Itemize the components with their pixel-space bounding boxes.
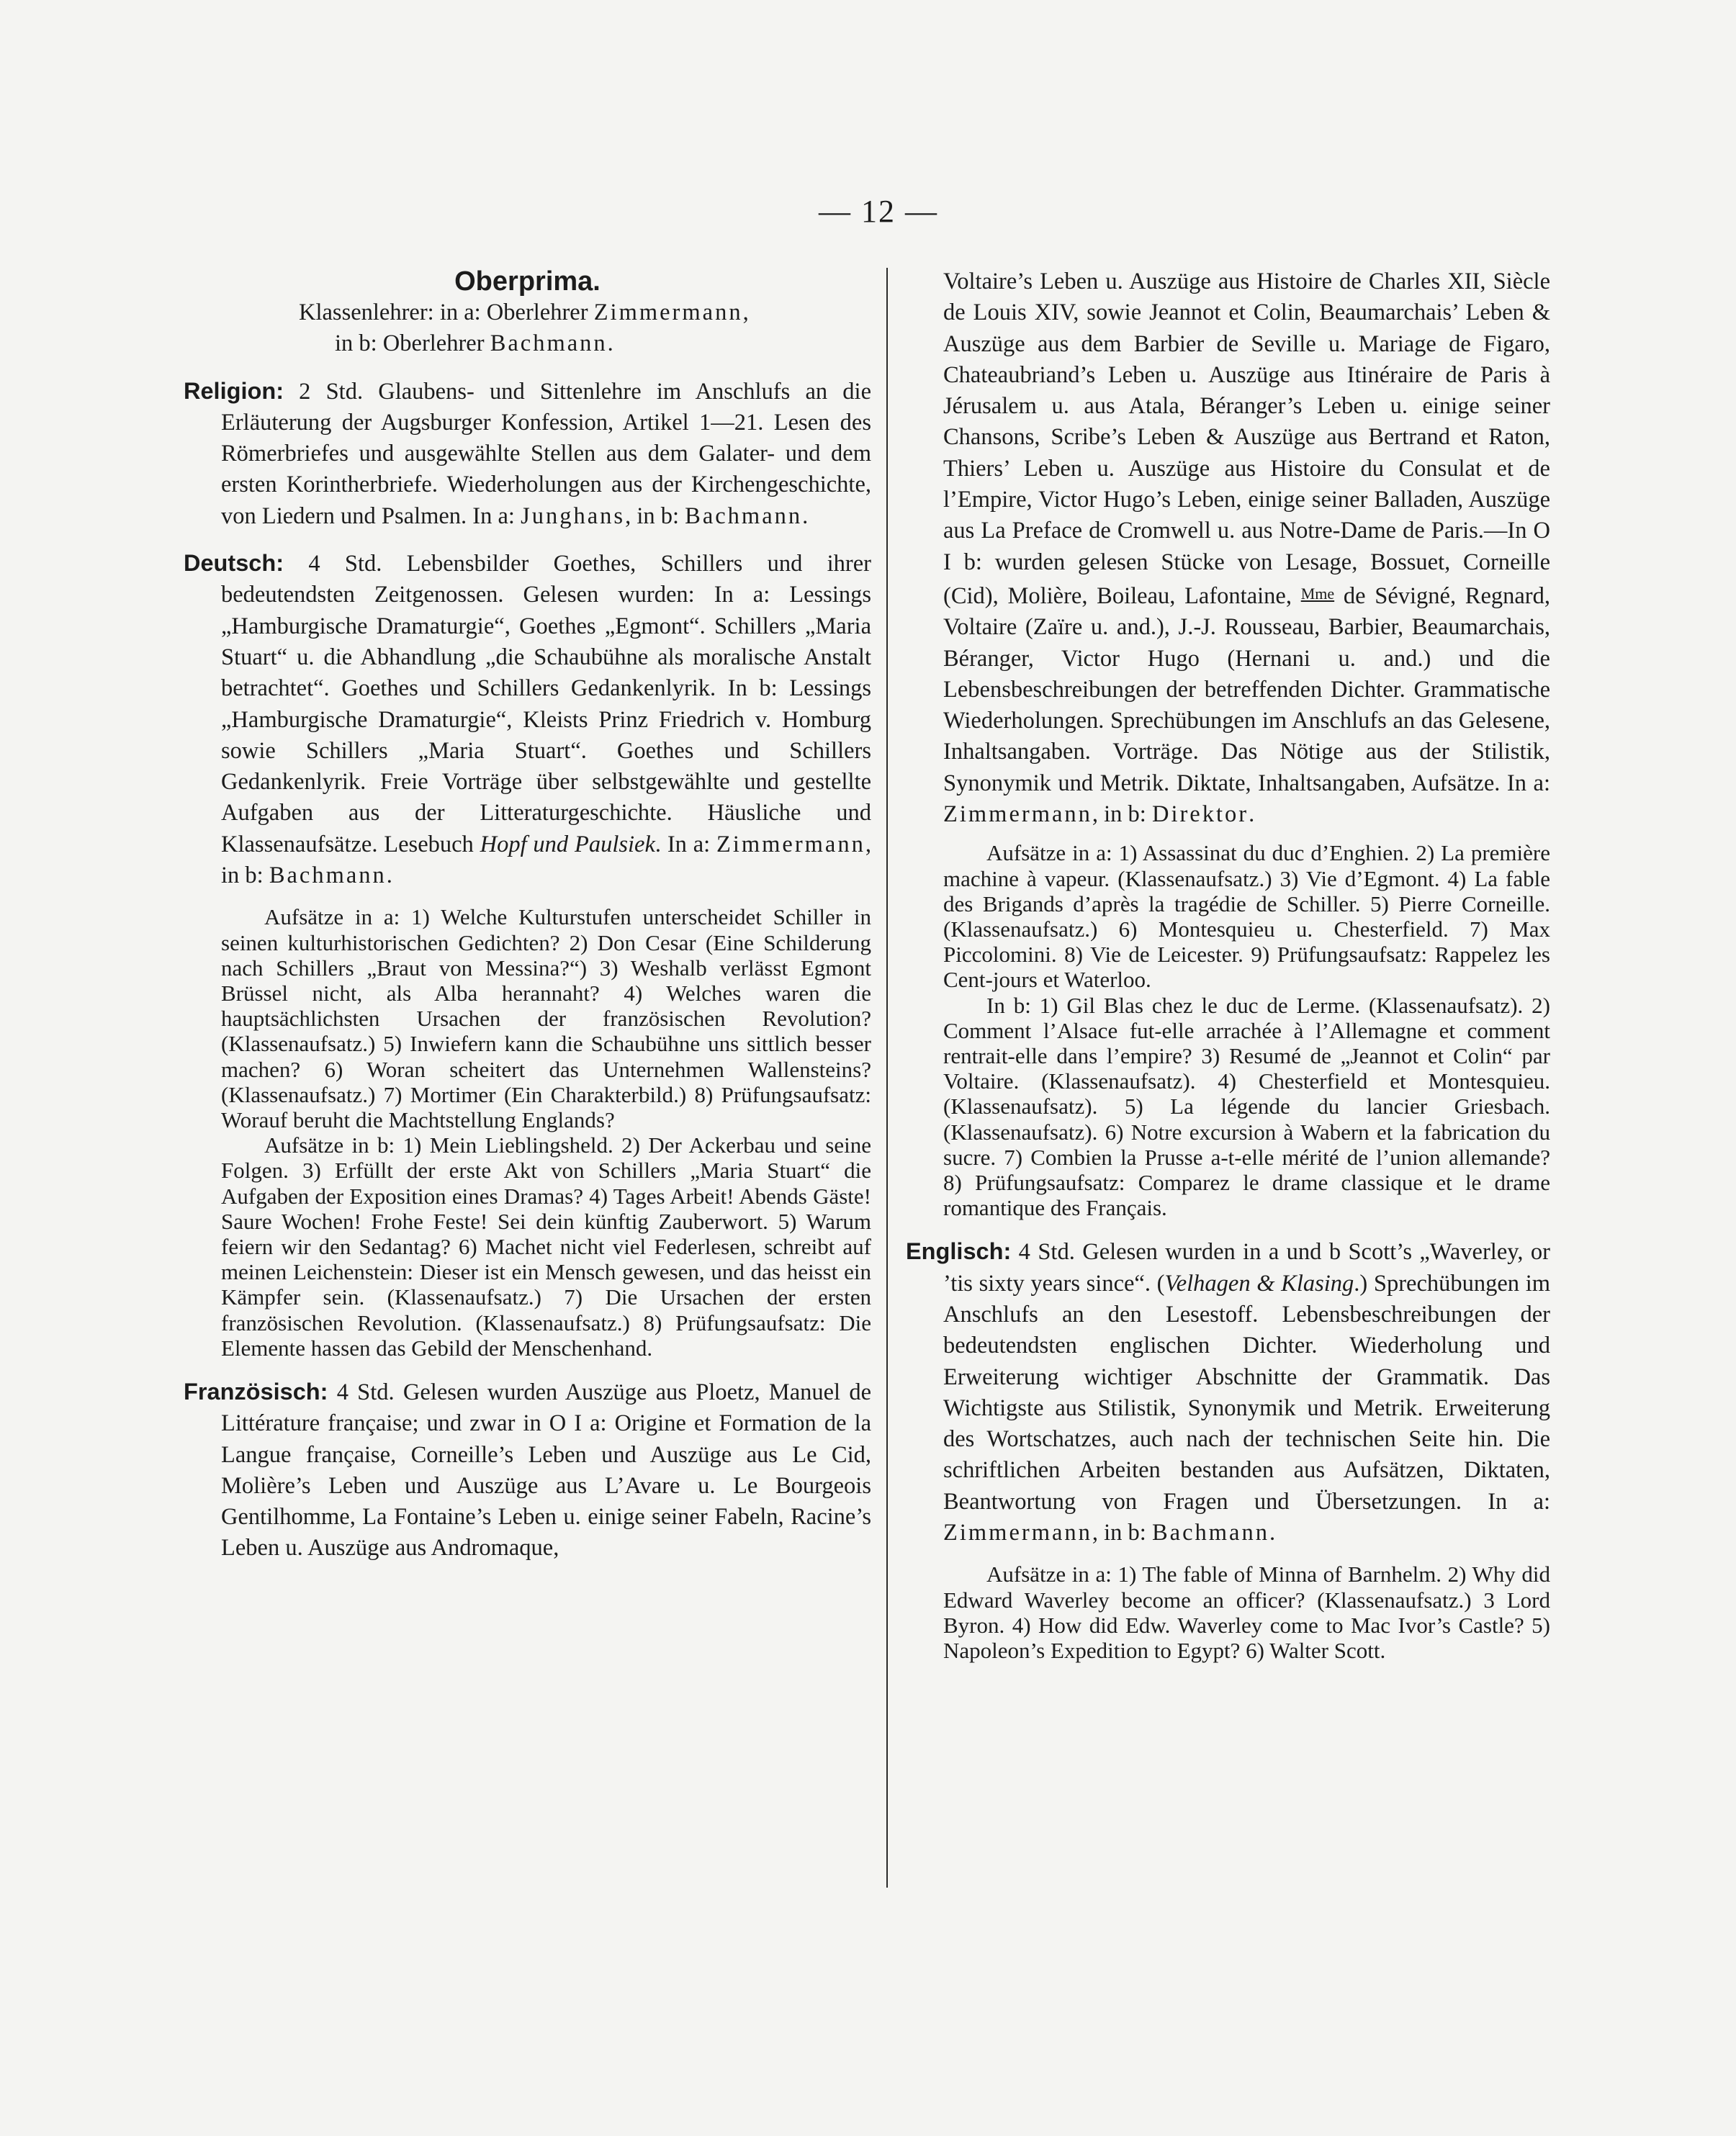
- teacher-suffix-a: ,: [742, 299, 749, 325]
- englisch-essays: Aufsätze in a: 1) The fable of Minna of Barnhelm. 2) Why did Edward Waverley become an officer? (Klassenaufsatz.) 3 Lord Byron. 4) How did Edw. Waverley come to Mac Ivor’s Castle? 5) Napoleon’s Expedition to Egypt? 6) Walter Scott.: [943, 1562, 1550, 1663]
- religion-teacher-b: Bachmann: [685, 503, 803, 529]
- teacher-prefix-b: in b: Oberlehrer: [335, 330, 490, 357]
- religion-section: [184, 376, 871, 532]
- franz-end: .: [1249, 801, 1255, 828]
- englisch-end: .: [1269, 1520, 1276, 1546]
- deutsch-essays-a: Aufsätze in a: 1) Welche Kulturstufen unterscheidet Schiller in seinen kulturhistorischen Gedichten? 2) Don Cesar (Eine Schilderung nach Schillers „Braut von Messina?“) 3) Weshalb verlässt Egmont Brüssel nicht, als Alba herannaht? 4) Welches waren die hauptsächlichsten Ursachen der französischen Revolution? (Klassenaufsatz.) 5) Inwiefern kann die Schaubühne uns sittlich besser machen? 6) Woran scheitert das Unternehmen Wallensteins? (Klassenaufsatz.) 7) Mortimer (Ein Charakterbild.) 8) Prüfungsaufsatz: Worauf beruht die Machtstellung Englands?: [221, 904, 871, 1132]
- deutsch-book: Hopf und Paulsiek: [480, 831, 655, 857]
- deutsch-teacher-a: Zimmermann: [716, 831, 865, 857]
- deutsch-end: .: [386, 862, 392, 889]
- column-divider: [886, 268, 888, 1888]
- section-heading: Oberprima.: [454, 266, 601, 297]
- teacher-name-b: Bachmann: [490, 330, 608, 357]
- franz-teacher-a: Zimmermann: [943, 801, 1092, 828]
- deutsch-essays-b: Aufsätze in b: 1) Mein Lieblingsheld. 2) Der Ackerbau und seine Folgen. 3) Erfüllt der erste Akt von Schillers „Maria Stuart“ die Aufgaben der Exposition eines Dramas? 4) Tages Arbeit! Abends Gäste! Saure Wochen! Frohe Feste! Sei dein künftig Zauberwort. 5) Warum feiern wir den Sedantag? 6) Machet nicht viel Federlesen, schreibt auf meinen Leichenstein: Dieser ist ein Mensch gewesen, und das heisst ein Kämpfer sein. (Klassenaufsatz.) 7) Die Ursachen der ersten französischen Revolution. (Klassenaufsatz.) 8) Prüfungsaufsatz: Die Elemente hassen das Gebild der Menschenhand.: [221, 1132, 871, 1361]
- franzoesisch-continued: [906, 266, 1550, 830]
- teacher-prefix-a: Klassenlehrer: in a: Oberlehrer: [299, 299, 594, 325]
- englisch-mid: , in b:: [1092, 1520, 1152, 1546]
- page-number: — 12 —: [819, 194, 938, 229]
- franz-mme: Mme: [1300, 584, 1335, 603]
- franz-essays-a: Aufsätze in a: 1) Assassinat du duc d’Enghien. 2) La première machine à vapeur. (Klassenaufsatz.) 3) Vie d’Egmont. 4) La fable des Brigands d’après la tragédie de Schiller. 5) Pierre Corneille. (Klassenaufsatz.) 6) Montesquieu u. Chesterfield. 7) Max Piccolomini. 8) Vie de Leicester. 9) Prüfungsaufsatz: Rappelez les Cent-jours et Waterloo.: [943, 840, 1550, 993]
- englisch-text: 4 Std. Gelesen wurden in a und b Scott’s „Waverley, or ’tis sixty years since“. (: [943, 1239, 1550, 1297]
- religion-mid: , in b:: [625, 503, 685, 529]
- franz-teacher-b: Direktor: [1151, 801, 1249, 828]
- deutsch-section: [184, 548, 871, 891]
- class-teacher-line-2: [184, 328, 871, 359]
- englisch-title: Englisch:: [906, 1238, 1012, 1265]
- left-column: [184, 266, 871, 1564]
- religion-end: .: [802, 503, 809, 529]
- class-teacher-line-1: [184, 297, 871, 328]
- religion-teacher-a: Junghans: [521, 503, 626, 529]
- englisch-teacher-a: Zimmermann: [943, 1520, 1092, 1546]
- deutsch-text: 4 Std. Lebensbilder Goethes, Schillers und ihrer bedeutendsten Zeitgenossen. Gelesen wurden: In a: Lessings „Hamburgische Dramaturgie“, Goethes „Egmont“. Schillers „Maria Stuart“ u. die Abhandlung „die Schaubühne als moralische Anstalt betrachtet“. Goethes und Schillers Gedankenlyrik. In b: Lessings „Hamburgische Dramaturgie“, Kleists Prinz Friedrich v. Homburg sowie Schillers „Maria Stuart“. Goethes und Schillers Gedankenlyrik. Freie Vorträge über selbstgewählte und gestellte Aufgaben aus der Litteraturgeschichte. Häusliche und Klassenaufsätze. Lesebuch: [221, 551, 871, 857]
- franz-cont-text: Voltaire’s Leben u. Auszüge aus Histoire de Charles XII, Siècle de Louis XIV, sowie Jeannot et Colin, Beaumarchais’ Leben & Auszüge aus dem Barbier de Seville u. Mariage de Figaro, Chateaubriand’s Leben u. Auszüge aus Itinéraire de Paris à Jérusalem u. aus Atala, Béranger’s Leben u. einige seiner Chansons, Scribe’s Leben & Auszüge aus Bertrand et Raton, Thiers’ Leben u. Auszüge aus Histoire du Consulat et de l’Empire, Victor Hugo’s Leben, einige seiner Balladen, Auszüge aus La Preface de Cromwell u. aus Notre-Dame de Paris.—In O I b: wurden gelesen Stücke von Lesage, Bossuet, Corneille (Cid), Molière, Boileau, Lafontaine,: [943, 269, 1550, 609]
- teacher-suffix-b: .: [607, 330, 613, 357]
- deutsch-mid2: , in b:: [221, 831, 871, 889]
- franzoesisch-title: Französisch:: [184, 1379, 328, 1405]
- englisch-text-2: .) Sprechübungen im Anschlufs an den Lesestoff. Lebensbeschreibungen der bedeutendsten englischen Dichter. Wiederholung und Erweiterung wichtiger Abschnitte der Grammatik. Das Wichtigste aus Stilistik, Synonymik und Metrik. Erweiterung des Wortschatzes, auch nach der technischen Seite hin. Die schriftlichen Arbeiten bestanden aus Aufsätzen, Diktaten, Beantwortung von Fragen und Übersetzungen. In a:: [943, 1270, 1551, 1515]
- deutsch-teacher-b: Bachmann: [269, 862, 387, 889]
- englisch-publisher: Velhagen & Klasing: [1164, 1270, 1354, 1297]
- franz-mid: , in b:: [1092, 801, 1152, 828]
- deutsch-title: Deutsch:: [184, 550, 284, 577]
- religion-text: 2 Std. Glaubens- und Sittenlehre im Anschlufs an die Erläuterung der Augsburger Konfession, Artikel 1—21. Lesen des Römerbriefes und ausgewählte Stellen aus dem Galater- und dem ersten Korintherbriefe. Wiederholungen aus der Kirchengeschichte, von Liedern und Psalmen. In a:: [221, 378, 871, 529]
- franz-essays-b: In b: 1) Gil Blas chez le duc de Lerme. (Klassenaufsatz). 2) Comment l’Alsace fut-elle arrachée à l’Allemagne et comment rentrait-elle dans l’empire? 3) Resumé de „Jeannot et Colin“ par Voltaire. (Klassenaufsatz). 4) Chesterfield et Montesquieu. (Klassenaufsatz). 5) La légende du lancier Griesbach. (Klassenaufsatz). 6) Notre excursion à Wabern et la fabrication du sucre. 7) Combien la Prusse a-t-elle mérité de l’union allemande? 8) Prüfungsaufsatz: Comparez le drame classique et le drame romantique des Français.: [943, 992, 1550, 1221]
- franzoesisch-section: [184, 1376, 871, 1564]
- englisch-section: [906, 1236, 1550, 1549]
- franz-cont-text-2: de Sévigné, Regnard, Voltaire (Zaïre u. and.), J.-J. Rousseau, Barbier, Beaumarchais, Béranger, Victor Hugo (Hernani u. and.) und die Lebensbeschreibungen der betreffenden Dichter. Grammatische Wiederholungen. Sprechübungen im Anschlufs an das Gelesene, Inhaltsangaben. Vorträge. Das Nötige aus der Stilistik, Synonymik und Metrik. Diktate, Inhaltsangaben, Aufsätze. In a:: [943, 582, 1551, 796]
- franzoesisch-text: 4 Std. Gelesen wurden Auszüge aus Ploetz, Manuel de Littérature française; und zwar in O I a: Origine et Formation de la Langue française, Corneille’s Leben und Auszüge aus Le Cid, Molière’s Leben und Auszüge aus L’Avare u. Le Bourgeois Gentilhomme, La Fontaine’s Leben u. einige seiner Fabeln, Racine’s Leben u. Auszüge aus Andromaque,: [221, 1379, 871, 1562]
- right-column: [906, 266, 1550, 1663]
- englisch-teacher-b: Bachmann: [1151, 1520, 1269, 1546]
- deutsch-mid: . In a:: [655, 831, 716, 857]
- teacher-name-a: Zimmermann: [593, 299, 743, 325]
- religion-title: Religion:: [184, 377, 284, 404]
